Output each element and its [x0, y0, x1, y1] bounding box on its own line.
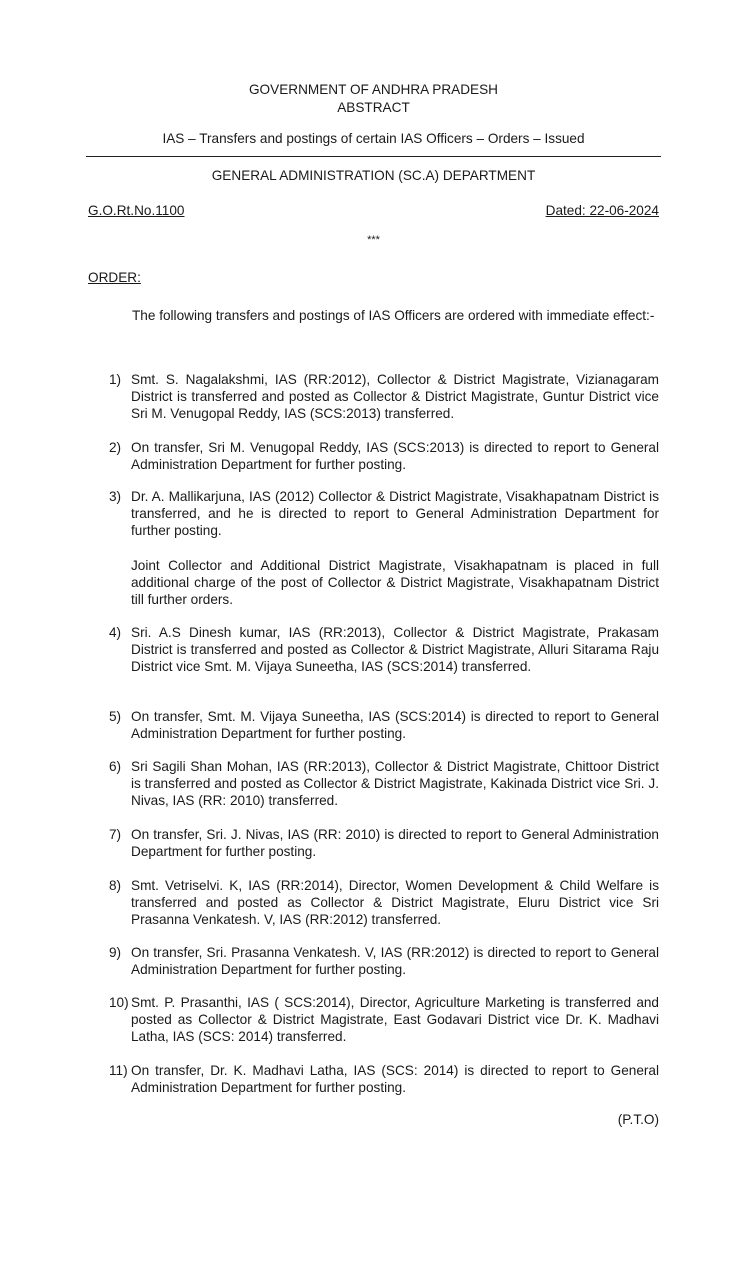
- item-number: 7): [109, 827, 122, 842]
- item-text: Smt. S. Nagalakshmi, IAS (RR:2012), Collector & District Magistrate, Vizianagaram District is transferred and posted as Collector & District Magistrate, Guntur District vice Sri M. Venugopal Reddy, IAS (SCS:2013) transferred.: [131, 372, 659, 421]
- order-item-7: [109, 826, 659, 860]
- item-text: Dr. A. Mallikarjuna, IAS (2012) Collector & District Magistrate, Visakhapatnam District is transferred, and he is directed to report to General Administration Department for further posting.: [131, 489, 659, 538]
- order-item-6: [109, 758, 659, 809]
- order-item-3: [109, 488, 659, 539]
- order-item-11: [109, 1062, 659, 1096]
- item-text: On transfer, Dr. K. Madhavi Latha, IAS (SCS: 2014) is directed to report to General Administration Department for further posting.: [131, 1063, 659, 1095]
- order-item-4: [109, 624, 659, 675]
- item-text: Smt. Vetriselvi. K, IAS (RR:2014), Director, Women Development & Child Welfare is transferred and posted as Collector & District Magistrate, Eluru District vice Sri Prasanna Venkatesh. V, IAS (RR:2012) transferred.: [131, 878, 659, 927]
- item-number: 4): [109, 625, 122, 640]
- item-number: 9): [109, 945, 122, 960]
- item-number: 1): [109, 372, 122, 387]
- item-number: 11): [109, 1063, 128, 1078]
- order-subject: IAS – Transfers and postings of certain IAS Officers – Orders – Issued: [162, 131, 585, 146]
- item-number: 8): [109, 878, 122, 893]
- item-text: On transfer, Sri. Prasanna Venkatesh. V, IAS (RR:2012) is directed to report to General Administration Department for further posting.: [131, 945, 659, 977]
- item-number: 6): [109, 759, 122, 774]
- order-item-10: [109, 994, 659, 1045]
- item-text: On transfer, Sri. J. Nivas, IAS (RR: 2010) is directed to report to General Administration Department for further posting.: [131, 827, 659, 859]
- order-item-1: [109, 371, 659, 422]
- abstract-label: ABSTRACT: [337, 100, 410, 115]
- item-number: 10): [109, 995, 129, 1010]
- item-number: 5): [109, 709, 122, 724]
- order-item-2: [109, 439, 659, 473]
- order-item-8: [109, 877, 659, 928]
- go-number: G.O.Rt.No.1100: [88, 203, 185, 218]
- item-text: Sri Sagili Shan Mohan, IAS (RR:2013), Collector & District Magistrate, Chittoor District is transferred and posted as Collector & District Magistrate, Kakinada District vice Sri. J. Nivas, IAS (RR: 2010) transferred.: [131, 759, 659, 808]
- header-divider: [86, 156, 661, 157]
- page-turn-over: (P.T.O): [617, 1112, 659, 1127]
- item-number: 2): [109, 440, 122, 455]
- item-text: Smt. P. Prasanthi, IAS ( SCS:2014), Director, Agriculture Marketing is transferred and posted as Collector & District Magistrate, East Godavari District vice Dr. K. Madhavi Latha, IAS (SCS: 2014) transferred.: [131, 995, 659, 1044]
- item-number: 3): [109, 489, 122, 504]
- order-date: Dated: 22-06-2024: [545, 203, 659, 218]
- department-name: GENERAL ADMINISTRATION (SC.A) DEPARTMENT: [211, 168, 536, 183]
- item-text: Sri. A.S Dinesh kumar, IAS (RR:2013), Collector & District Magistrate, Prakasam District is transferred and posted as Collector & District Magistrate, Alluri Sitarama Raju District vice Smt. M. Vijaya Suneetha, IAS (SCS:2014) transferred.: [131, 625, 659, 674]
- order-item-5: [109, 708, 659, 742]
- government-name: GOVERNMENT OF ANDHRA PRADESH: [248, 82, 498, 97]
- separator-stars: ***: [367, 234, 380, 246]
- item-text: On transfer, Smt. M. Vijaya Suneetha, IAS (SCS:2014) is directed to report to General Administration Department for further posting.: [131, 709, 659, 741]
- item-text: On transfer, Sri M. Venugopal Reddy, IAS (SCS:2013) is directed to report to General Administration Department for further posting.: [131, 440, 659, 472]
- government-header: [0, 81, 747, 117]
- order-item-9: [109, 944, 659, 978]
- order-heading: ORDER:: [88, 270, 141, 285]
- order-intro: The following transfers and postings of IAS Officers are ordered with immediate effect:-: [132, 308, 655, 323]
- order-item-3-note: Joint Collector and Additional District Magistrate, Visakhapatnam is placed in full additional charge of the post of Collector & District Magistrate, Visakhapatnam District till further orders.: [131, 558, 659, 607]
